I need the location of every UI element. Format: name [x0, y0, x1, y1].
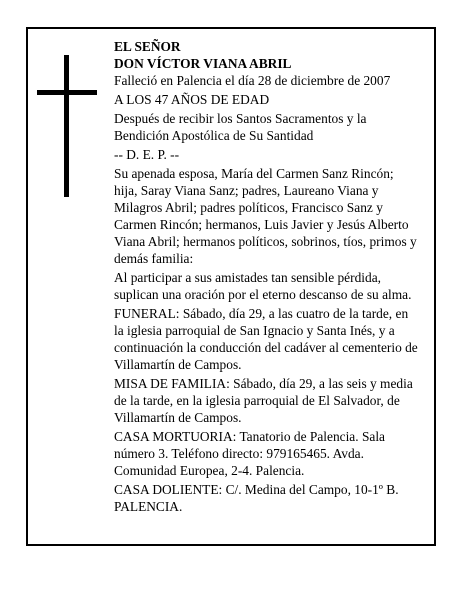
prayer-request: Al participar a sus amistades tan sensible pérdida, suplican una oración por el eterno descanso de su alma.: [114, 270, 412, 302]
age-statement: A LOS 47 AÑOS DE EDAD: [114, 92, 270, 107]
home-address: CASA DOLIENTE: C/. Medina del Campo, 10-1º B. PALENCIA.: [114, 482, 399, 514]
title-line-1: EL SEÑOR: [114, 39, 181, 54]
cross-horizontal-bar: [37, 90, 97, 95]
mortuary-details: CASA MORTUORIA: Tanatorio de Palencia. Sala número 3. Teléfono directo: 979165465. Avda. Comunidad Europea, 2-4. Palencia.: [114, 429, 385, 478]
cross-vertical-bar: [64, 55, 69, 197]
death-statement: Falleció en Palencia el día 28 de diciembre de 2007: [114, 73, 391, 88]
cross-icon: [37, 55, 97, 197]
family-list: Su apenada esposa, María del Carmen Sanz Rincón; hija, Saray Viana Sanz; padres, Laureano Viana y Milagros Abril; padres políticos, Francisco Sanz y Carmen Rincón; hermanos, Luis Javier y Jesús Alberto Viana Abril; hermanos políticos, sobrinos, tíos, primos y demás familia:: [114, 166, 417, 266]
family-mass-details: MISA DE FAMILIA: Sábado, día 29, a las seis y media de la tarde, en la iglesia parroquial de El Salvador, de Villamartín de Campos.: [114, 376, 413, 425]
rip-line: -- D. E. P. --: [114, 147, 180, 162]
obituary-text: [114, 38, 420, 517]
deceased-name: DON VÍCTOR VIANA ABRIL: [114, 56, 292, 71]
funeral-details: FUNERAL: Sábado, día 29, a las cuatro de la tarde, en la iglesia parroquial de San Ignacio y Santa Inés, y a continuación la conducción del cadáver al cementerio de Villamartín de Campos.: [114, 306, 418, 372]
sacraments-statement: Después de recibir los Santos Sacramentos y la Bendición Apostólica de Su Santidad: [114, 111, 367, 143]
